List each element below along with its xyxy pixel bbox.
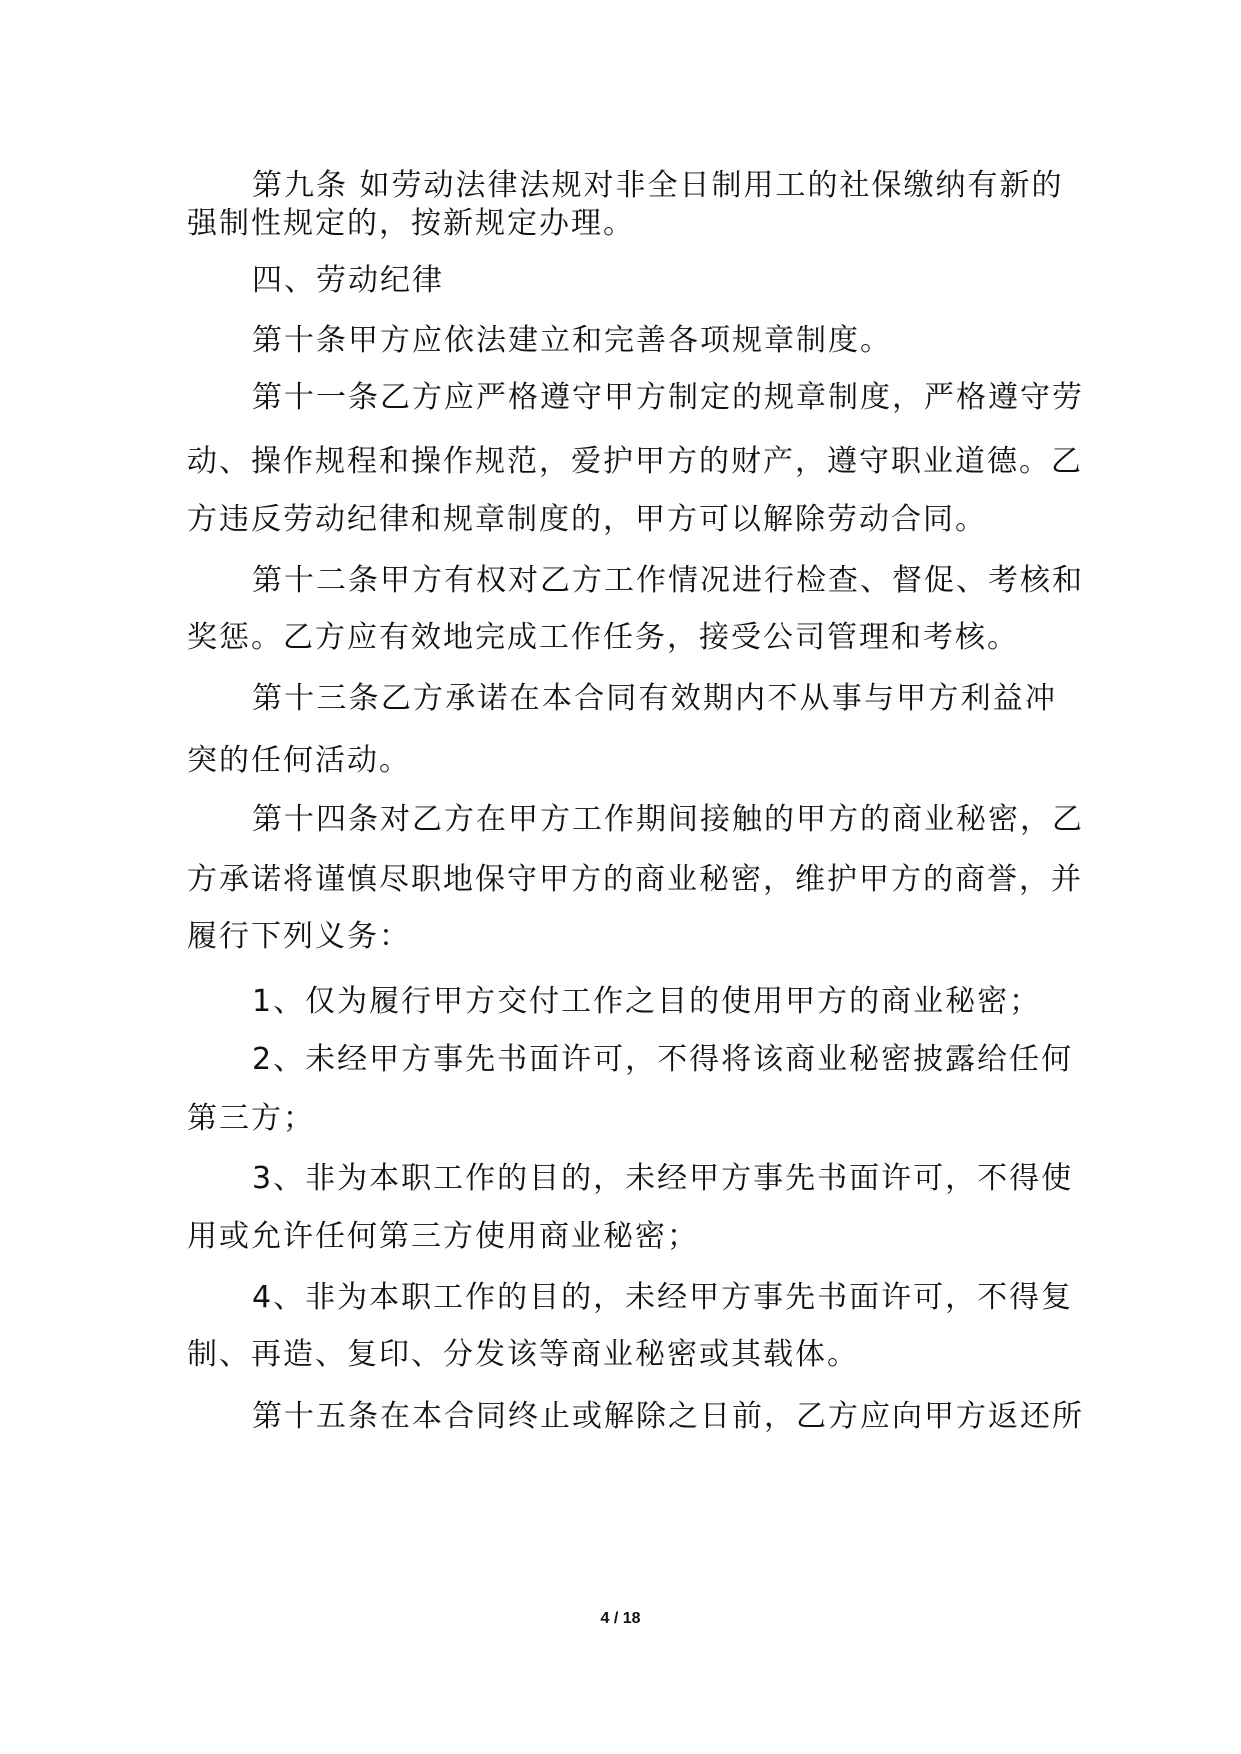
text-line: 方违反劳动纪律和规章制度的，甲方可以解除劳动合同。 — [187, 502, 987, 537]
text-line: 第三方； — [187, 1101, 315, 1136]
list-item: 4、非为本职工作的目的，未经甲方事先书面许可，不得复 — [252, 1280, 1074, 1315]
text-line: 第十二条甲方有权对乙方工作情况进行检查、督促、考核和 — [252, 563, 1084, 598]
text-line: 突的任何活动。 — [187, 743, 411, 778]
text-line: 履行下列义务： — [187, 919, 411, 954]
text-line: 强制性规定的，按新规定办理。 — [187, 206, 635, 241]
text-line: 第十三条乙方承诺在本合同有效期内不从事与甲方利益冲 — [252, 681, 1057, 716]
text-line: 用或允许任何第三方使用商业秘密； — [187, 1219, 699, 1254]
section-heading: 四、劳动纪律 — [252, 263, 444, 298]
list-item: 3、非为本职工作的目的，未经甲方事先书面许可，不得使 — [252, 1161, 1074, 1196]
list-item: 2、未经甲方事先书面许可，不得将该商业秘密披露给任何 — [252, 1042, 1074, 1077]
text-line: 方承诺将谨慎尽职地保守甲方的商业秘密，维护甲方的商誉，并 — [187, 862, 1083, 897]
text-line: 第十一条乙方应严格遵守甲方制定的规章制度，严格遵守劳 — [252, 380, 1084, 415]
text-line: 第十四条对乙方在甲方工作期间接触的甲方的商业秘密，乙 — [252, 802, 1084, 837]
text-line: 动、操作规程和操作规范，爱护甲方的财产，遵守职业道德。乙 — [187, 444, 1083, 479]
text-line: 第九条 如劳动法律法规对非全日制用工的社保缴纳有新的 — [252, 168, 1064, 203]
list-item: 1、仅为履行甲方交付工作之目的使用甲方的商业秘密； — [252, 984, 1042, 1019]
text-line: 制、再造、复印、分发该等商业秘密或其载体。 — [187, 1337, 859, 1372]
text-line: 第十五条在本合同终止或解除之日前，乙方应向甲方返还所 — [252, 1399, 1084, 1434]
text-line: 奖惩。乙方应有效地完成工作任务，接受公司管理和考核。 — [187, 620, 1019, 655]
text-line: 第十条甲方应依法建立和完善各项规章制度。 — [252, 323, 892, 358]
page-number: 4 / 18 — [600, 1610, 641, 1627]
